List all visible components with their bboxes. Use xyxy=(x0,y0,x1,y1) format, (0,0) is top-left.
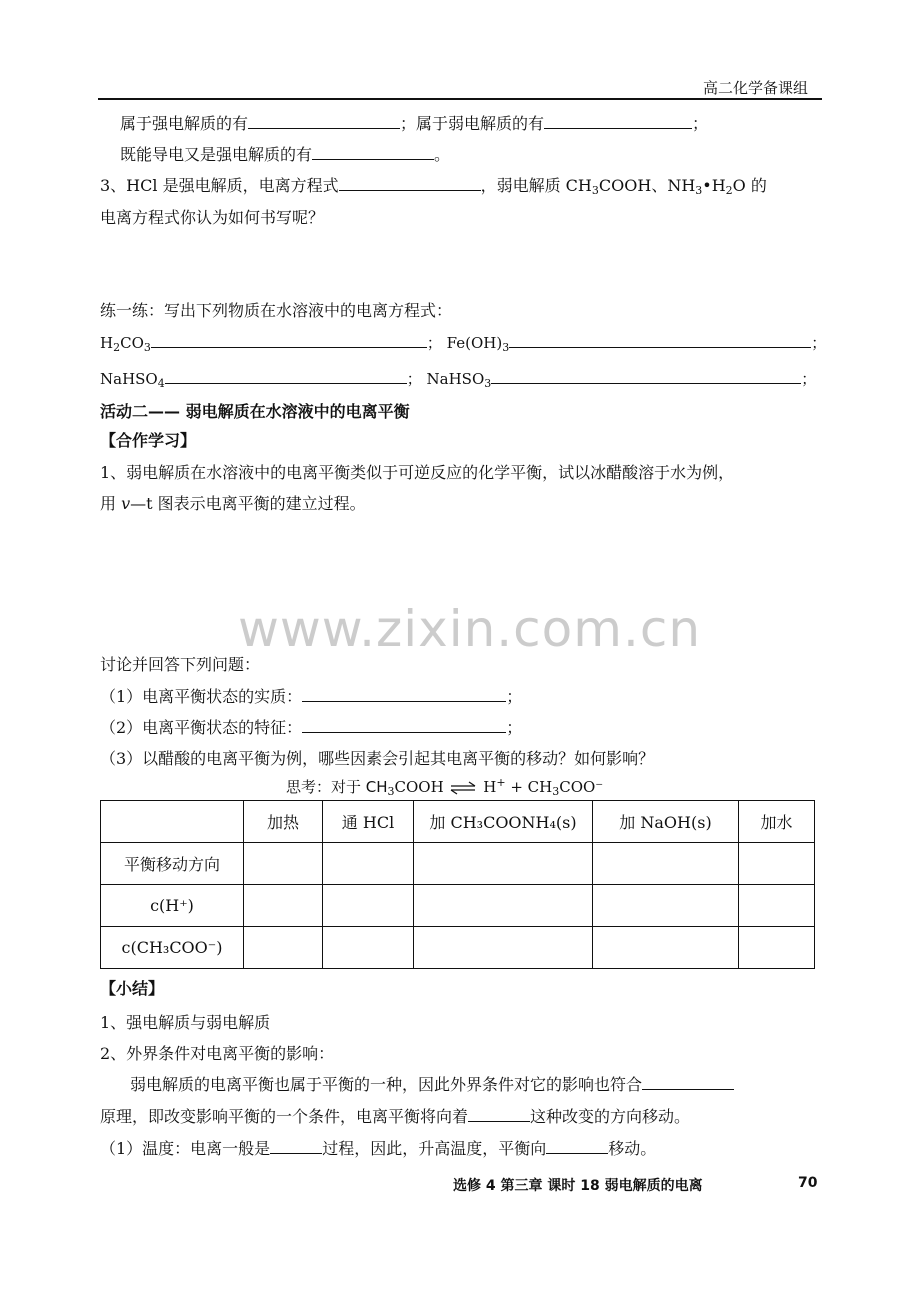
header-rule xyxy=(98,98,822,100)
summary-s2: 2、外界条件对电离平衡的影响： xyxy=(100,1044,335,1063)
table-cell[interactable] xyxy=(323,885,414,927)
nahso3: NaHSO xyxy=(426,370,485,388)
semicolon: ； xyxy=(692,114,709,133)
p3a-text: （1）温度：电离一般是 xyxy=(100,1139,271,1158)
discuss-q1 xyxy=(100,684,522,707)
table-header: 加 CH₃COONH₄(s) xyxy=(414,801,593,843)
summary-title: 【小结】 xyxy=(100,979,165,998)
sub: 3 xyxy=(143,341,151,354)
row-label: c(CH₃COO⁻) xyxy=(101,927,244,969)
q2-blank[interactable] xyxy=(302,716,506,733)
semicolon: ； xyxy=(801,370,817,388)
h2co3-c: CO xyxy=(120,334,144,352)
strong-blank[interactable] xyxy=(248,112,400,129)
sup: + xyxy=(496,776,506,789)
table-header: 加热 xyxy=(244,801,323,843)
nahso4-blank[interactable] xyxy=(165,367,407,384)
table-cell[interactable] xyxy=(593,843,739,885)
p2a: 用 xyxy=(100,494,122,513)
sub: 3 xyxy=(502,341,510,354)
semicolon: ； xyxy=(406,370,422,388)
conductive-label: 既能导电又是强电解质的有 xyxy=(120,145,313,164)
table-cell[interactable] xyxy=(414,885,593,927)
practice-row-2 xyxy=(100,367,816,390)
table-corner xyxy=(101,801,244,843)
principle-blank[interactable] xyxy=(642,1073,734,1090)
equilibrium-arrow-icon xyxy=(448,781,478,795)
table-cell[interactable] xyxy=(323,843,414,885)
table-cell[interactable] xyxy=(414,927,593,969)
think-h: H xyxy=(483,778,497,796)
p2a-text: 原理，即改变影响平衡的一个条件，电离平衡将向着 xyxy=(100,1107,469,1126)
weak-blank[interactable] xyxy=(544,112,692,129)
nahso3-blank[interactable] xyxy=(491,367,801,384)
semicolon: ； xyxy=(506,718,523,737)
equilibrium-table xyxy=(100,800,815,969)
sub: 3 xyxy=(387,785,395,798)
table-cell[interactable] xyxy=(414,843,593,885)
process-blank[interactable] xyxy=(270,1137,322,1154)
nahso4: NaHSO xyxy=(100,370,158,388)
q2-text: （2）电离平衡状态的特征： xyxy=(100,718,303,737)
p2b-text: 这种改变的方向移动。 xyxy=(530,1107,691,1126)
line-strong-weak xyxy=(120,111,708,134)
p3b-text: 过程，因此，升高温度，平衡向 xyxy=(322,1139,547,1158)
shift-blank[interactable] xyxy=(546,1137,608,1154)
q3-text: 3、HCl 是强电解质，电离方程式 xyxy=(100,176,339,195)
think-d: COO⁻ xyxy=(559,778,604,796)
page-number: 70 xyxy=(798,1175,818,1191)
row-label: 平衡移动方向 xyxy=(101,843,244,885)
table-header: 加水 xyxy=(739,801,815,843)
coop-heading: 【合作学习】 xyxy=(100,431,197,450)
q1-blank[interactable] xyxy=(302,685,506,702)
semicolon: ； xyxy=(811,334,827,352)
discuss-title: 讨论并回答下列问题： xyxy=(100,655,261,674)
q3-text-h: O 的 xyxy=(732,176,767,195)
table-row xyxy=(101,927,815,969)
q3-text-d: COOH、NH xyxy=(598,176,696,195)
summary-p3 xyxy=(100,1136,656,1159)
sub: 4 xyxy=(157,377,165,390)
p1-text: 弱电解质的电离平衡也属于平衡的一种，因此外界条件对它的影响也符合 xyxy=(130,1075,643,1094)
q1-text: （1）电离平衡状态的实质： xyxy=(100,687,303,706)
q3-text-f: •H xyxy=(702,176,726,195)
table-header: 加 NaOH(s) xyxy=(593,801,739,843)
table-cell[interactable] xyxy=(244,843,323,885)
activity2-p1: 1、弱电解质在水溶液中的电离平衡类似于可逆反应的化学平衡，试以冰醋酸溶于水为例， xyxy=(100,463,735,482)
footer-text: 选修 4 第三章 课时 18 弱电解质的电离 xyxy=(453,1178,703,1194)
practice-title: 练一练：写出下列物质在水溶液中的电离方程式： xyxy=(100,301,453,320)
p3c-text: 移动。 xyxy=(608,1139,657,1158)
period: 。 xyxy=(434,145,451,164)
table-cell[interactable] xyxy=(244,885,323,927)
p2b: —t 图表示电离平衡的建立过程。 xyxy=(130,494,366,513)
summary-s1: 1、强电解质与弱电解质 xyxy=(100,1013,271,1032)
line-conductive xyxy=(120,142,450,165)
sub: 2 xyxy=(113,341,121,354)
weak-label: ；属于弱电解质的有 xyxy=(400,114,545,133)
semicolon: ； xyxy=(426,334,442,352)
conductive-blank[interactable] xyxy=(312,143,434,160)
summary-p1 xyxy=(130,1072,734,1095)
strong-label: 属于强电解质的有 xyxy=(120,114,249,133)
table-header: 通 HCl xyxy=(323,801,414,843)
direction-blank[interactable] xyxy=(468,1105,530,1122)
practice-row-1 xyxy=(100,331,826,354)
table-cell[interactable] xyxy=(244,927,323,969)
h2co3-blank[interactable] xyxy=(151,331,427,348)
sub: 3 xyxy=(695,184,703,197)
semicolon: ； xyxy=(506,687,523,706)
hcl-equation-blank[interactable] xyxy=(339,174,481,191)
header-group: 高二化学备课组 xyxy=(703,79,809,97)
sub: 2 xyxy=(725,184,733,197)
table-row xyxy=(101,885,815,927)
question-3 xyxy=(100,173,767,197)
sub: 3 xyxy=(591,184,599,197)
think-a: COOH xyxy=(394,778,444,796)
table-row xyxy=(101,843,815,885)
feoh3: Fe(OH) xyxy=(446,334,503,352)
sub: 3 xyxy=(484,377,492,390)
discuss-q3: （3）以醋酸的电离平衡为例，哪些因素会引起其电离平衡的移动？如何影响？ xyxy=(100,749,655,768)
table-cell[interactable] xyxy=(739,885,815,927)
h2co3: H xyxy=(100,334,114,352)
table-cell[interactable] xyxy=(593,885,739,927)
think-c: + CH xyxy=(505,778,553,796)
q3-text-b: ，弱电解质 CH xyxy=(480,176,592,195)
table-cell[interactable] xyxy=(323,927,414,969)
watermark: www.zixin.com.cn xyxy=(238,600,702,658)
think-equation xyxy=(286,776,603,798)
row-label: c(H⁺) xyxy=(101,885,244,927)
summary-p2 xyxy=(100,1104,690,1127)
table-header-row xyxy=(101,801,815,843)
sub: 3 xyxy=(552,785,560,798)
activity2-p2 xyxy=(100,491,366,514)
v-italic: v xyxy=(121,494,131,513)
table-cell[interactable] xyxy=(593,927,739,969)
discuss-q2 xyxy=(100,715,522,738)
think-label: 思考：对于 CH xyxy=(286,778,388,796)
table-cell[interactable] xyxy=(739,927,815,969)
question-3-line2: 电离方程式你认为如何书写呢？ xyxy=(100,208,325,227)
activity2-title: 活动二—— 弱电解质在水溶液中的电离平衡 xyxy=(100,402,410,421)
feoh3-blank[interactable] xyxy=(509,331,811,348)
table-cell[interactable] xyxy=(739,843,815,885)
